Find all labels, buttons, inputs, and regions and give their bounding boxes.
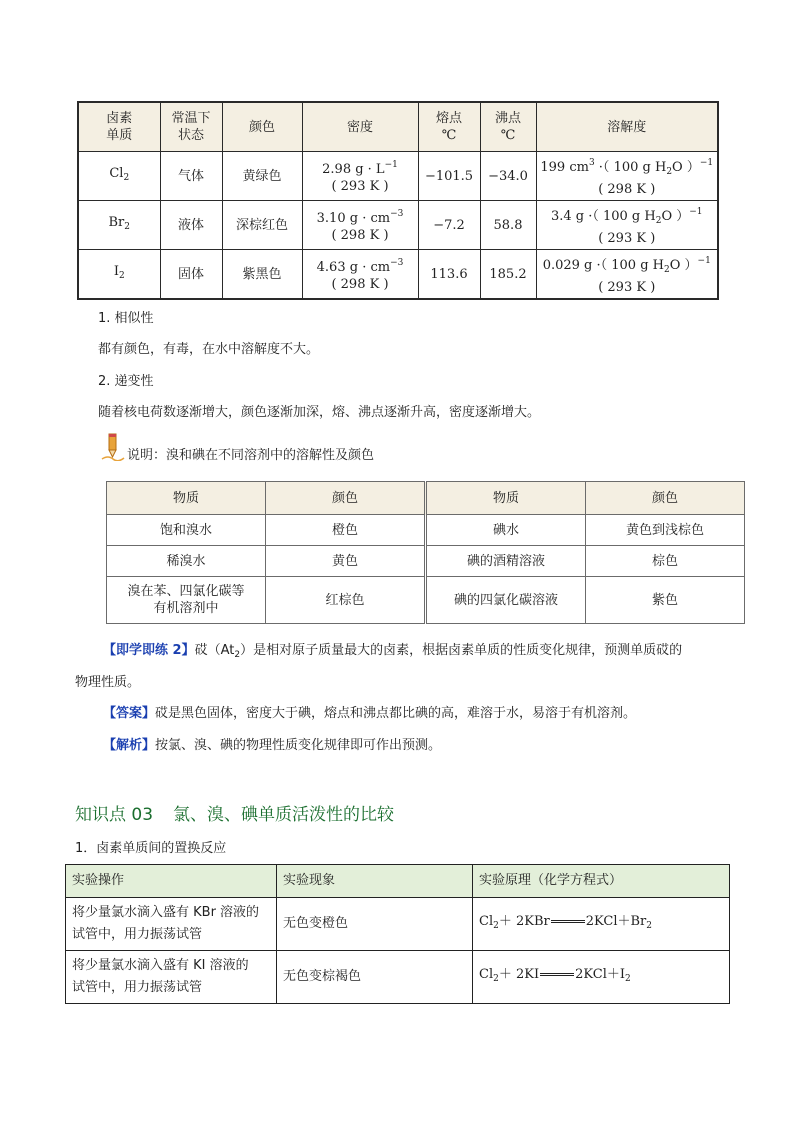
- pencil-icon: [100, 433, 126, 461]
- header-cell: 颜色: [586, 482, 745, 515]
- phenomenon-cell: 无色变棕褐色: [277, 951, 473, 1004]
- table-cell: 棕色: [586, 546, 745, 577]
- header-cell: 卤素 单质: [78, 102, 160, 152]
- boiling-point-cell: 58.8: [480, 201, 536, 250]
- table-header-row: [78, 102, 718, 152]
- displacement-reaction-table: [65, 864, 730, 1004]
- gradation-heading: 2. 递变性: [98, 374, 154, 389]
- table-row: [66, 951, 730, 1004]
- density-cell: 3.10 $g \cdot cm^{-3}$ ( 298 K ): [302, 201, 418, 250]
- gradation-text: 随着核电荷数逐渐增大，颜色逐渐加深，熔、沸点逐渐升高，密度逐渐增大。: [98, 405, 541, 420]
- solubility-cell: 3.4 g ·（ 100 g $H_2O$ ）$^{-1}$ ( 293 K ): [536, 201, 718, 250]
- density-cell: 2.98 $g \cdot L^{-1}$ ( 293 K ): [302, 152, 418, 201]
- operation-cell: 将少量氯水滴入盛有 KI 溶液的 试管中，用力振荡试管: [66, 951, 277, 1004]
- solubility-cell: 199 $cm^3$ ·（ 100 g $H_2O$ ）$^{-1}$ ( 298 K ): [536, 152, 718, 201]
- analysis-text: 按氯、溴、碘的物理性质变化规律即可作出预测。: [155, 738, 442, 753]
- practice-tag: 【即学即练 2】: [103, 643, 195, 658]
- header-cell: 实验现象: [277, 865, 473, 898]
- table-cell: 黄色到浅棕色: [586, 515, 745, 546]
- color-cell: 黄绿色: [222, 152, 302, 201]
- table-cell: 黄色: [266, 546, 426, 577]
- section-title: 氯、溴、碘单质活泼性的比较: [173, 805, 395, 825]
- state-cell: 固体: [160, 250, 222, 300]
- table-cell: 碘水: [426, 515, 586, 546]
- header-cell: 物质: [426, 482, 586, 515]
- header-cell: 密度: [302, 102, 418, 152]
- state-cell: 液体: [160, 201, 222, 250]
- color-cell: 紫黑色: [222, 250, 302, 300]
- answer: [103, 705, 636, 723]
- operation-cell: 将少量氯水滴入盛有 KBr 溶液的 试管中，用力振荡试管: [66, 898, 277, 951]
- header-cell: 常温下 状态: [160, 102, 222, 152]
- element-cell: $I_2$: [78, 250, 160, 300]
- header-cell: 实验操作: [66, 865, 277, 898]
- halogen-properties-table: [77, 101, 719, 300]
- similarity-text: 都有颜色，有毒，在水中溶解度不大。: [98, 342, 320, 357]
- phenomenon-cell: 无色变橙色: [277, 898, 473, 951]
- section-heading: [75, 800, 394, 825]
- answer-tag: 【答案】: [103, 706, 156, 721]
- table-cell: 碘的四氯化碳溶液: [426, 577, 586, 624]
- density-cell: 4.63 $g \cdot cm^{-3}$ ( 298 K ): [302, 250, 418, 300]
- table-row: [107, 515, 745, 546]
- section-number: 知识点 03: [75, 805, 154, 825]
- solubility-cell: 0.029 g ·（ 100 g $H_2O$ ）$^{-1}$ ( 293 K ): [536, 250, 718, 300]
- practice-subscript: 2: [234, 650, 241, 660]
- answer-text: 砹是黑色固体，密度大于碘，熔点和沸点都比碘的高，难溶于水，易溶于有机溶剂。: [155, 706, 637, 721]
- solubility-color-table: [106, 481, 745, 624]
- note-text: 说明：溴和碘在不同溶剂中的溶解性及颜色: [127, 448, 375, 463]
- subsection-heading: 1．卤素单质间的置换反应: [75, 841, 227, 856]
- element-cell: $Br_2$: [78, 201, 160, 250]
- analysis-tag: 【解析】: [103, 738, 156, 753]
- state-cell: 气体: [160, 152, 222, 201]
- header-cell: 颜色: [266, 482, 426, 515]
- table-row: [66, 898, 730, 951]
- table-cell: 溴在苯、四氯化碳等 有机溶剂中: [107, 577, 266, 624]
- table-row: [78, 152, 718, 201]
- color-cell: 深棕红色: [222, 201, 302, 250]
- header-cell: 物质: [107, 482, 266, 515]
- melting-point-cell: −101.5: [418, 152, 480, 201]
- table-cell: 饱和溴水: [107, 515, 266, 546]
- table-cell: 橙色: [266, 515, 426, 546]
- equals-sign: [540, 973, 574, 976]
- practice-question: [103, 642, 682, 664]
- boiling-point-cell: −34.0: [480, 152, 536, 201]
- table-row: [107, 546, 745, 577]
- table-cell: 紫色: [586, 577, 745, 624]
- table-cell: 稀溴水: [107, 546, 266, 577]
- similarity-heading: 1. 相似性: [98, 311, 154, 326]
- equation-cell: $Cl_2+ 2KI$ $2KCl+I_2$: [473, 951, 730, 1004]
- melting-point-cell: 113.6: [418, 250, 480, 300]
- boiling-point-cell: 185.2: [480, 250, 536, 300]
- table-cell: 碘的酒精溶液: [426, 546, 586, 577]
- practice-text: 砹（At: [194, 643, 235, 658]
- table-row: [78, 201, 718, 250]
- practice-text: ）是相对原子质量最大的卤素，根据卤素单质的性质变化规律，预测单质砹的: [240, 643, 683, 658]
- table-cell: 红棕色: [266, 577, 426, 624]
- analysis: [103, 737, 441, 755]
- header-cell: 沸点 ℃: [480, 102, 536, 152]
- equation-cell: $Cl_2+ 2KBr$ $2KCl+Br_2$: [473, 898, 730, 951]
- header-cell: 溶解度: [536, 102, 718, 152]
- header-cell: 熔点 ℃: [418, 102, 480, 152]
- table-header-row: [66, 865, 730, 898]
- equals-sign: [551, 920, 585, 923]
- table-row: [107, 577, 745, 624]
- melting-point-cell: −7.2: [418, 201, 480, 250]
- practice-question-cont: 物理性质。: [75, 675, 141, 690]
- table-row: [78, 250, 718, 300]
- header-cell: 实验原理（化学方程式）: [473, 865, 730, 898]
- table-header-row: [107, 482, 745, 515]
- header-cell: 颜色: [222, 102, 302, 152]
- element-cell: $Cl_2$: [78, 152, 160, 201]
